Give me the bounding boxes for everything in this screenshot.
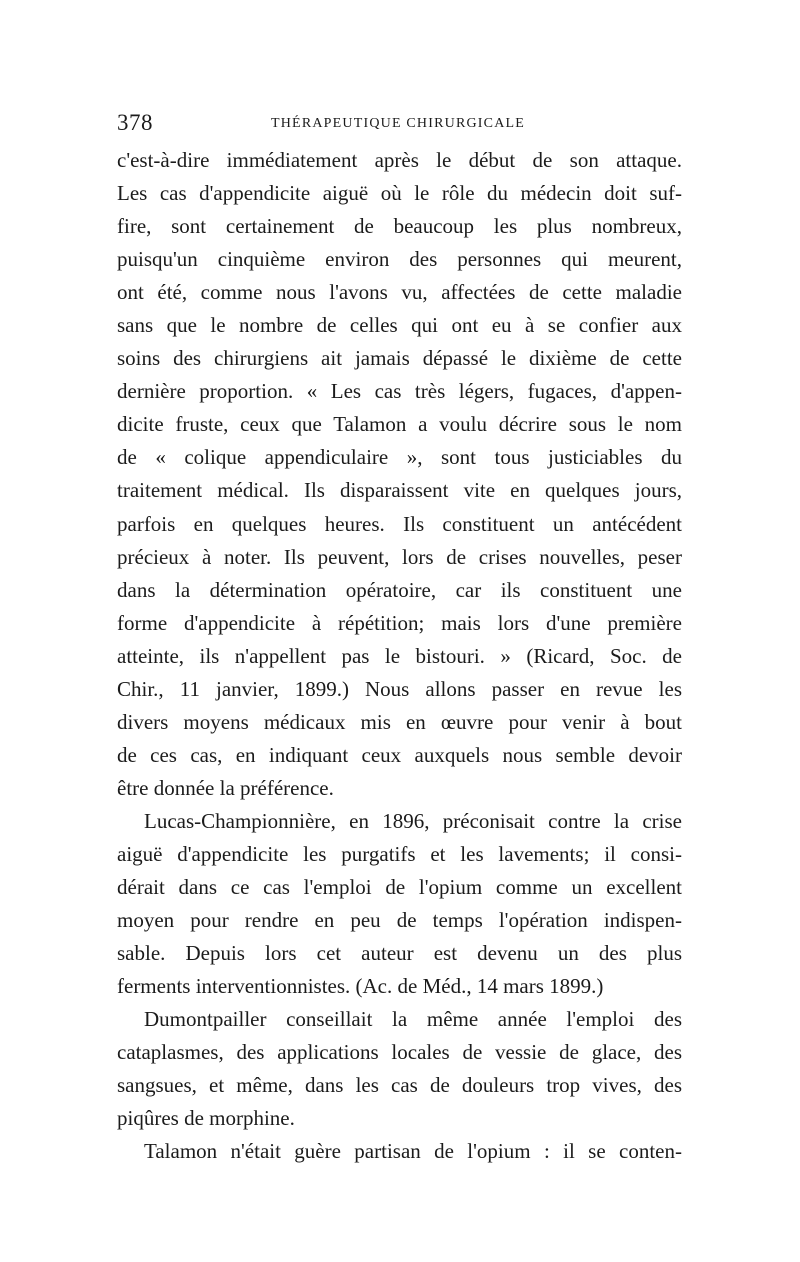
page-header: [117, 110, 682, 144]
text-line: aiguë d'appendicite les purgatifs et les lavements; il consi-: [117, 841, 682, 866]
text-line: cataplasmes, des applications locales de vessie de glace, des: [117, 1040, 682, 1065]
text-line: de « colique appendiculaire », sont tous justiciables du: [117, 445, 682, 470]
text-line: puisqu'un cinquième environ des personnes qui meurent,: [117, 247, 682, 272]
book-page: [117, 110, 682, 1168]
text-line: divers moyens médicaux mis en œuvre pour venir à bout: [117, 709, 682, 734]
text-line: dans la détermination opératoire, car ils constituent une: [117, 577, 682, 602]
body-text: [117, 144, 682, 1168]
text-line: moyen pour rendre en peu de temps l'opération indispen-: [117, 908, 682, 933]
text-line: dérait dans ce cas l'emploi de l'opium comme un excellent: [117, 875, 682, 900]
text-line: Les cas d'appendicite aiguë où le rôle du médecin doit suf-: [117, 181, 682, 206]
text-line: ferments interventionnistes. (Ac. de Méd., 14 mars 1899.): [117, 974, 604, 999]
text-line: ont été, comme nous l'avons vu, affectées de cette maladie: [117, 280, 682, 305]
text-line: forme d'appendicite à répétition; mais lors d'une première: [117, 610, 682, 635]
running-title: THÉRAPEUTIQUE CHIRURGICALE: [271, 116, 526, 131]
text-line: être donnée la préférence.: [117, 775, 334, 800]
text-line: Dumontpailler conseillait la même année l'emploi des: [144, 1007, 682, 1032]
text-line: soins des chirurgiens ait jamais dépassé le dixième de cette: [117, 346, 682, 371]
text-line: piqûres de morphine.: [117, 1106, 295, 1131]
text-line: dicite fruste, ceux que Talamon a voulu décrire sous le nom: [117, 412, 682, 437]
text-line: fire, sont certainement de beaucoup les plus nombreux,: [117, 214, 682, 239]
text-line: traitement médical. Ils disparaissent vite en quelques jours,: [117, 478, 682, 503]
text-line: sans que le nombre de celles qui ont eu à se confier aux: [117, 313, 682, 338]
text-line: de ces cas, en indiquant ceux auxquels nous semble devoir: [117, 742, 682, 767]
text-line: atteinte, ils n'appellent pas le bistouri. » (Ricard, Soc. de: [117, 643, 682, 668]
text-line: sangsues, et même, dans les cas de douleurs trop vives, des: [117, 1073, 682, 1098]
text-line: c'est-à-dire immédiatement après le début de son attaque.: [117, 148, 682, 172]
text-line: Lucas-Championnière, en 1896, préconisait contre la crise: [144, 808, 682, 833]
text-line: sable. Depuis lors cet auteur est devenu un des plus: [117, 941, 682, 966]
text-line: Talamon n'était guère partisan de l'opium : il se conten-: [144, 1139, 682, 1164]
page-number: 378: [117, 110, 153, 135]
text-line: précieux à noter. Ils peuvent, lors de crises nouvelles, peser: [117, 544, 682, 569]
text-line: dernière proportion. « Les cas très légers, fugaces, d'appen-: [117, 379, 682, 404]
text-line: Chir., 11 janvier, 1899.) Nous allons passer en revue les: [117, 676, 682, 701]
text-line: parfois en quelques heures. Ils constituent un antécédent: [117, 511, 682, 536]
